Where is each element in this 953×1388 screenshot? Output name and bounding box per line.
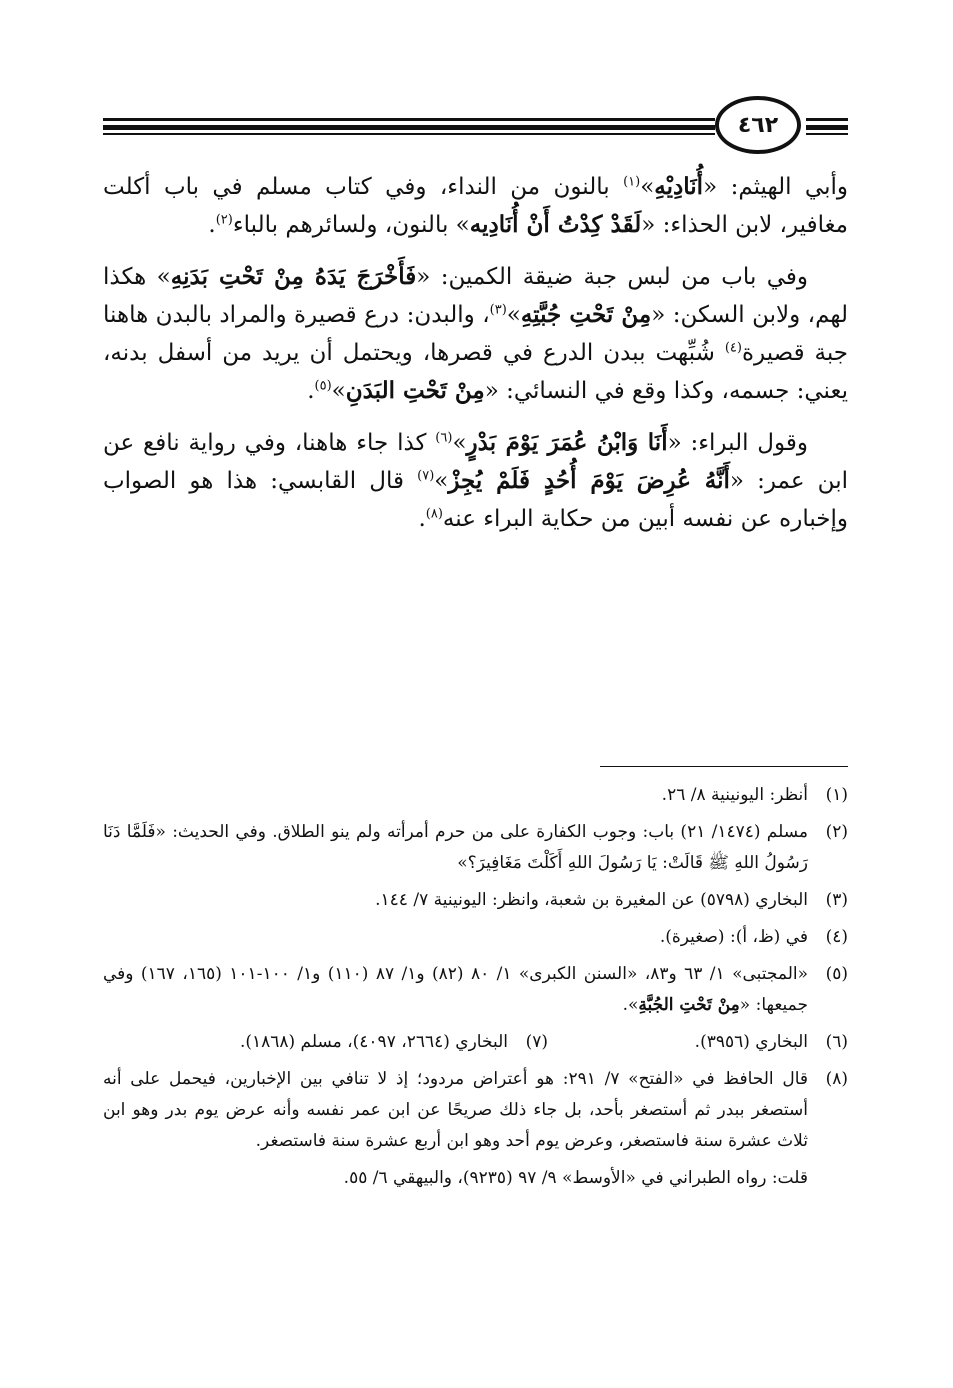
footnote-7 (128, 1027, 548, 1058)
footnote-ref: (٥) (314, 378, 332, 394)
quote: مِنْ تَحْتِ جُبَّتِهِ (520, 301, 652, 328)
main-text (103, 168, 848, 552)
quote: لَقَدْ كِدْتُ أَنْ أُنَادِيه (469, 211, 642, 238)
header-rule (103, 125, 715, 130)
quote: فَأَخْرَجَ يَدَهُ مِنْ تَحْتِ بَدَنِهِ (170, 263, 417, 290)
text: » (452, 430, 467, 456)
footnote-ref: (٦) (435, 430, 453, 446)
footnote-text: البخاري (٣٩٥٦). (694, 1032, 808, 1052)
footnote-number: (٦) (825, 1032, 848, 1052)
text: شُبِّهت ببدن الدرع في قصرها، ويحتمل أن يريد من أسفل بدنه، يعني: جسمه، وكذا وقع في النسائي: « (103, 340, 848, 404)
text: » (434, 468, 449, 494)
header-rule (806, 125, 848, 130)
footnote-number: (٤) (825, 927, 848, 947)
quote: أَنَّهُ عُرِضَ يَوْمَ أُحُدٍ فَلَمْ يُجِزْ (448, 467, 730, 494)
footnote-ref: (٣) (489, 302, 507, 318)
footnotes (103, 780, 848, 1200)
footnote-text: أنظر: اليونينية ٨/ ٢٦. (661, 785, 808, 805)
text: . (208, 212, 216, 238)
footnote-text: البخاري (٥٧٩٨) عن المغيرة بن شعبة، وانظر: اليونينية ٧/ ١٤٤. (375, 890, 808, 910)
footnote-3 (103, 885, 848, 916)
footnote-5 (103, 959, 848, 1021)
footnote-4 (103, 922, 848, 953)
text: » (506, 302, 521, 328)
text: وقول البراء: « (667, 430, 808, 456)
quote: مِنْ تَحْتِ الجُبَّةِ (638, 995, 740, 1015)
footnote-ref: (٨) (425, 506, 443, 522)
page-number-badge (715, 96, 801, 154)
text: «المجتبى» ١/ ٦٣ و٨٣، «السنن الكبرى» ١/ ٨٠ (٨٢) و١/ ٨٧ (١١٠) و١/ ١٠٠-١٠١ (١٦٥، ١٦٧) وفي جميعها: « (103, 964, 809, 1015)
text: ، والبدن: درع قصيرة والمراد بالبدن هاهنا جبة قصيرة (103, 302, 849, 366)
footnote-text: قال الحافظ في «الفتح» ٧/ ٢٩١: هو أعتراض مردود؛ إذ لا تنافي بين الإخبارين، فيحمل على أنه أستصغر ببدر ثم أستصغر بأحد، بل جاء ذلك صريحًا عن ابن عمر نفسه وأنه عرض يوم بدر وهو ابن ثلاث عشرة سنة فاستصغر، وعرض يوم أحد وهو ابن أربع عشرة سنة فاستصغر. (103, 1069, 809, 1151)
footnote-number: (٧) (525, 1032, 548, 1052)
footnote-number: (٣) (825, 890, 848, 910)
text: » هكذا لهم، ولابن السكن: « (103, 264, 848, 328)
quote: أَنَا وَابْنُ عُمَرَ يَوْمَ بَدْرٍ (466, 429, 668, 456)
footnote-text: البخاري (٢٦٦٤، ٤٠٩٧)، مسلم (١٨٦٨). (239, 1032, 508, 1052)
page-header (103, 96, 848, 158)
footnote-number: (١) (825, 785, 848, 805)
text: » (331, 378, 346, 404)
text: كذا جاء هاهنا، وفي رواية نافع عن ابن عمر: « (103, 430, 848, 494)
header-rule (806, 118, 848, 121)
text: » (640, 174, 655, 200)
text: قال القابسي: هذا هو الصواب وإخباره عن نفسه أبين من حكاية البراء عنه (103, 468, 848, 532)
footnote-ref: (٤) (724, 340, 742, 356)
paragraph-3 (103, 424, 848, 538)
quote: أُنَادِيْهِ (654, 173, 704, 200)
text: ». (622, 995, 639, 1015)
text: وأبي الهيثم: « (703, 174, 848, 200)
footnote-text (103, 959, 808, 1021)
footnote-8 (103, 1064, 848, 1157)
footnote-number: (٨) (825, 1069, 848, 1089)
text: وفي باب من لبس جبة ضيقة الكمين: « (416, 264, 809, 290)
footnote-1 (103, 780, 848, 811)
footnote-2 (103, 817, 848, 879)
paragraph-1 (103, 168, 848, 244)
footnote-6 (548, 1027, 848, 1058)
header-rule (103, 118, 715, 121)
footnote-separator (600, 766, 848, 767)
footnote-ref: (٧) (417, 468, 435, 484)
footnote-text: مسلم (١٤٧٤/ ٢١) باب: وجوب الكفارة على من حرم أمرأته ولم ينو الطلاق. وفي الحديث: «فَلَمَّا دَنَا رَسُولُ اللهِ ﷺ قَالَتْ: يَا رَسُولَ اللهِ أَكَلْتَ مَغَافِيرَ؟» (103, 822, 808, 873)
footnote-6-7 (103, 1027, 848, 1058)
paragraph-2 (103, 258, 848, 410)
text: » بالنون، ولسائرهم بالباء (232, 212, 470, 238)
footnote-number: (٢) (825, 822, 848, 842)
text: . (307, 378, 315, 404)
footnote-ref: (١) (623, 174, 641, 190)
footnote-number: (٥) (825, 964, 848, 984)
header-rule (806, 133, 848, 135)
text: بالنون من النداء، وفي كتاب مسلم في باب أكلت مغافير، لابن الحذاء: « (103, 174, 848, 238)
footnote-ref: (٢) (215, 212, 233, 228)
footnote-text: في (ظ، أ): (صغيرة). (659, 927, 808, 947)
footnote-8-continuation: قلت: رواه الطبراني في «الأوسط» ٩/ ٩٧ (٩٢٣٥)، والبيهقي ٦/ ٥٥. (343, 1168, 808, 1188)
text: . (418, 506, 426, 532)
header-rule (103, 133, 715, 135)
page-number: ٤٦٢ (737, 112, 779, 138)
quote: مِنْ تَحْتِ البَدَنِ (345, 377, 485, 404)
